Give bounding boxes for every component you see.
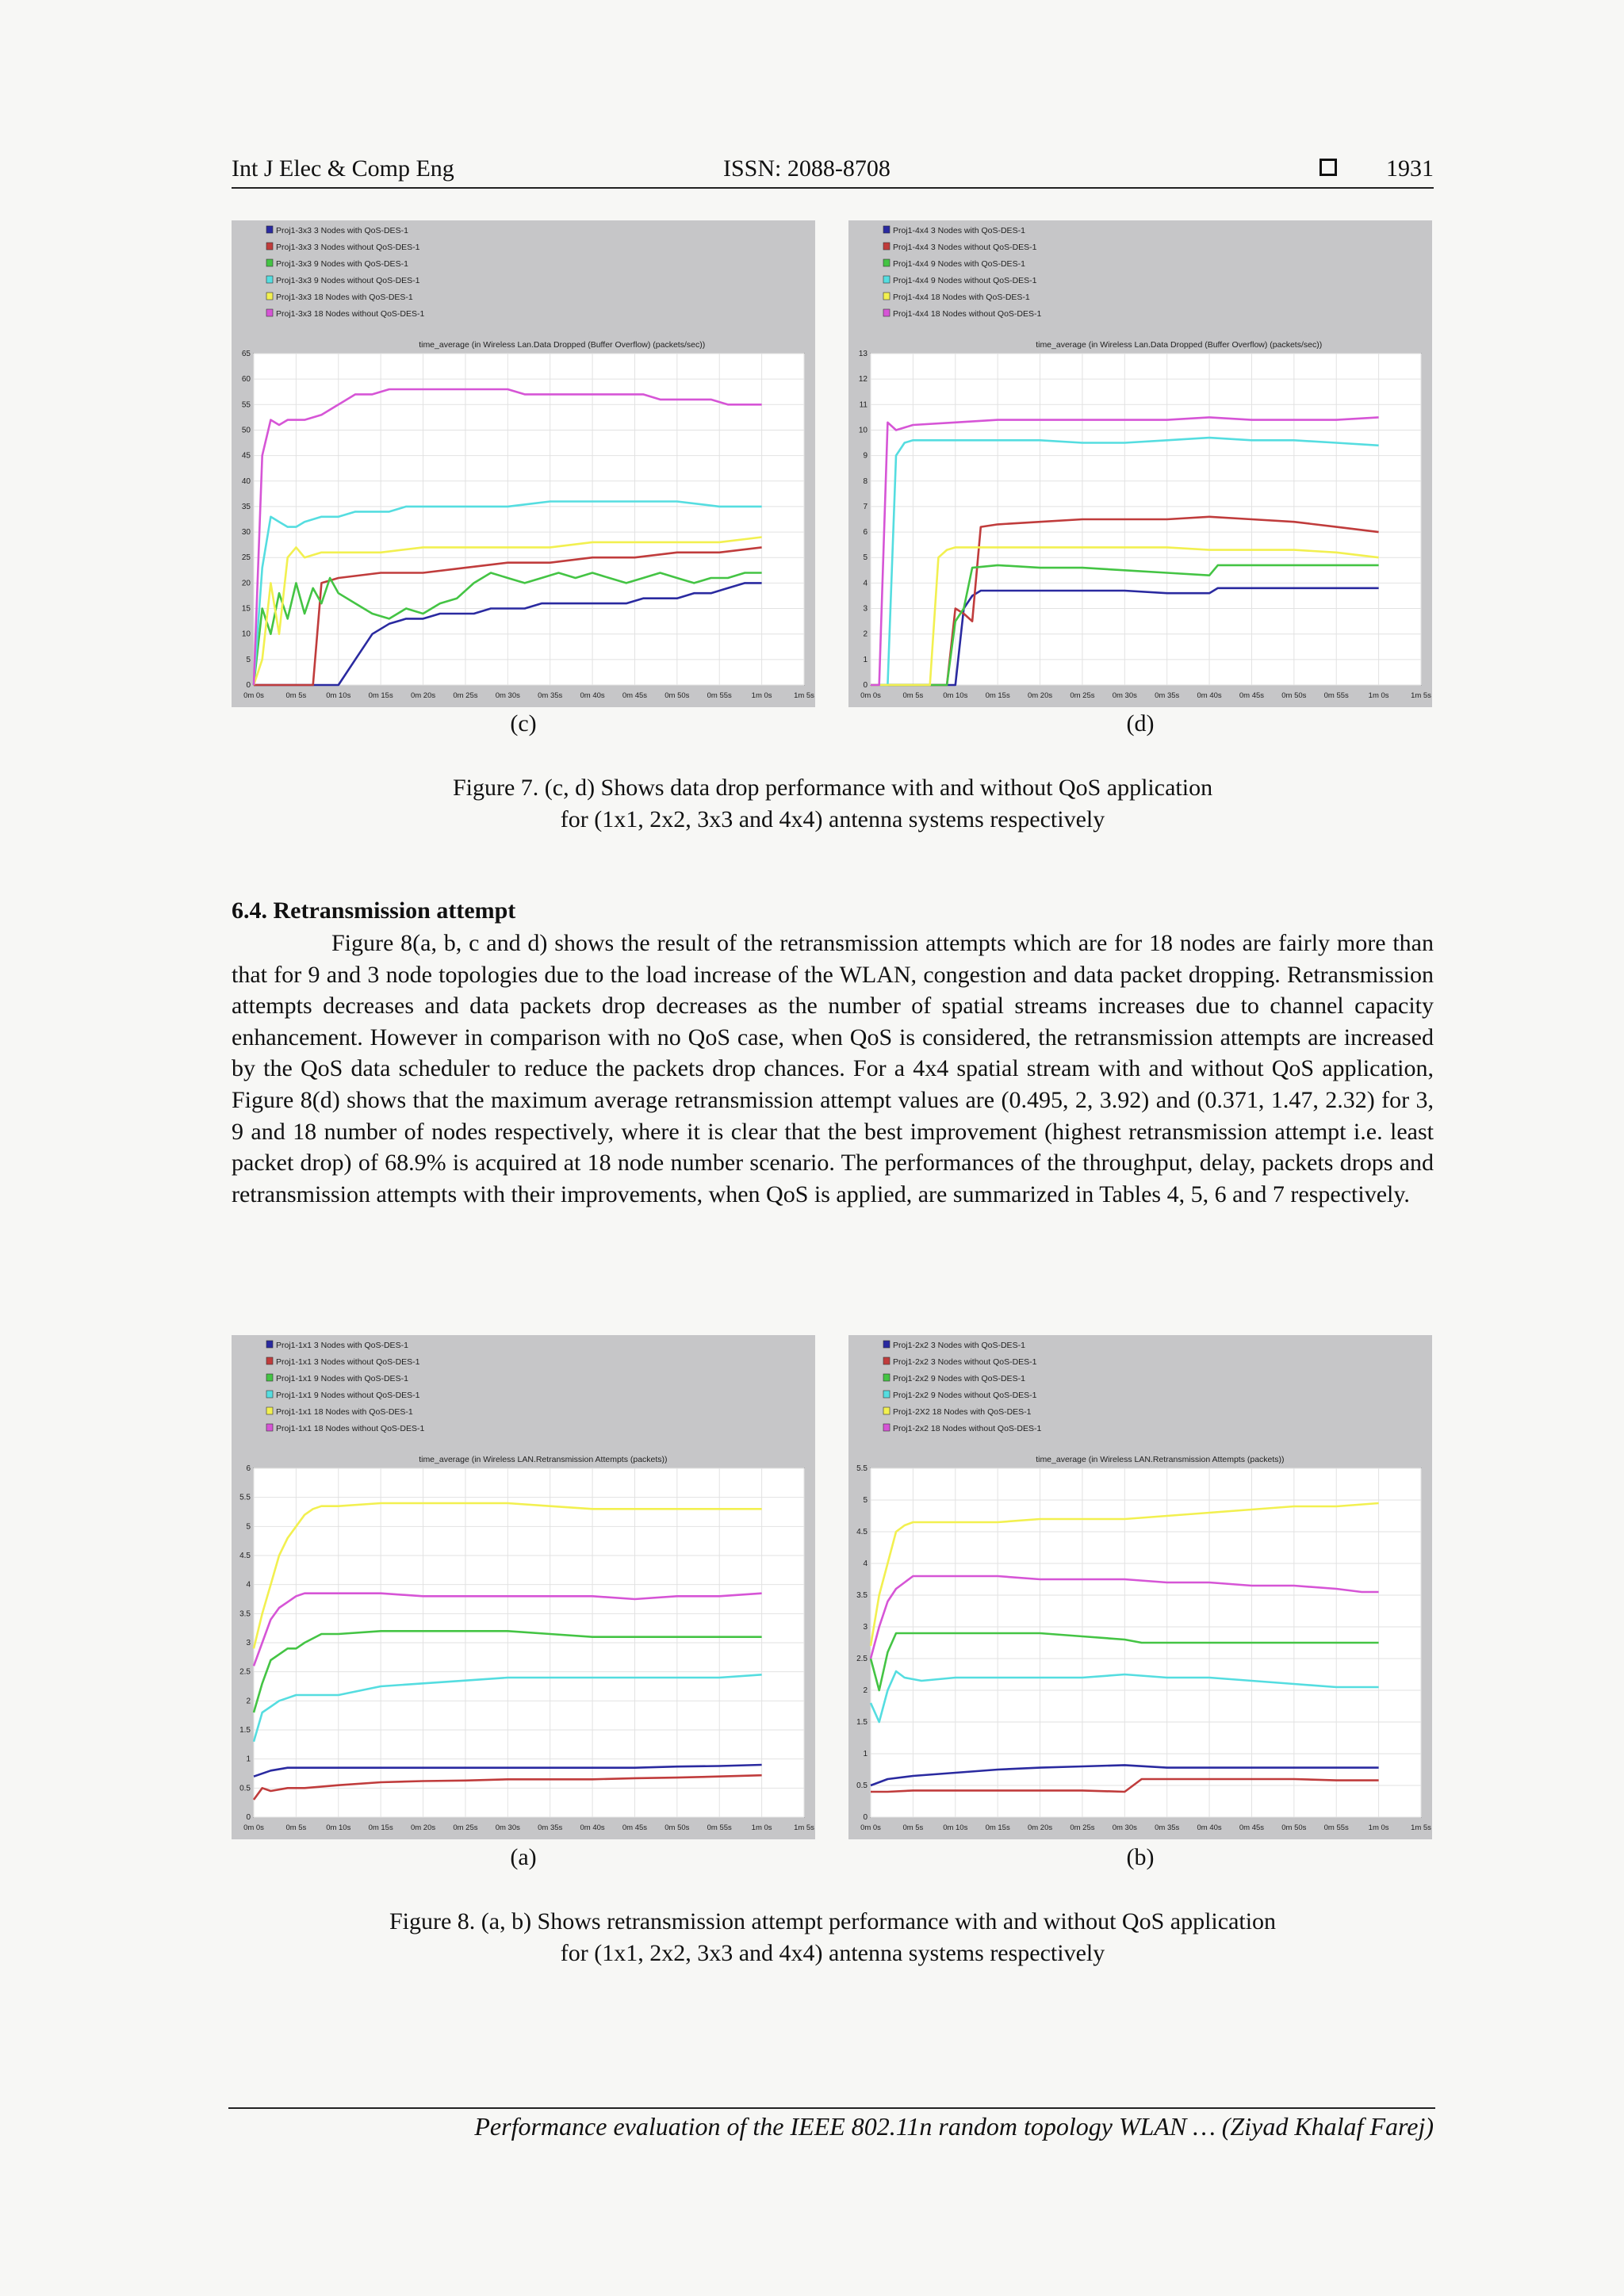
x-tick-label: 0m 25s (1070, 1823, 1095, 1832)
x-tick-label: 0m 5s (902, 1823, 924, 1832)
y-tick-label: 0 (863, 1813, 868, 1822)
y-tick-label: 55 (241, 400, 251, 410)
chart-c-svg (232, 220, 815, 707)
y-tick-label: 4 (863, 579, 868, 588)
journal-name: Int J Elec & Comp Eng (232, 155, 454, 182)
chart-d (848, 220, 1432, 707)
chart-title: time_average (in Wireless LAN.Retransmission Attempts (packets)) (1036, 1455, 1285, 1464)
x-tick-label: 0m 0s (243, 1823, 264, 1832)
x-tick-label: 1m 5s (794, 1823, 814, 1832)
y-tick-label: 40 (241, 476, 251, 486)
x-tick-label: 0m 20s (410, 1823, 436, 1832)
y-tick-label: 12 (858, 375, 868, 385)
y-tick-label: 30 (241, 528, 251, 538)
x-tick-label: 0m 30s (1112, 1823, 1137, 1832)
figure-8-caption (232, 1906, 1434, 1969)
x-tick-label: 0m 20s (1027, 691, 1053, 700)
legend-entry: Proj1-2x2 9 Nodes without QoS-DES-1 (893, 1391, 1037, 1400)
y-tick-label: 3 (863, 604, 868, 614)
legend-swatch (883, 226, 890, 233)
page-header (232, 152, 1434, 189)
x-tick-label: 0m 15s (368, 1823, 393, 1832)
legend-swatch (883, 1391, 890, 1398)
legend-entry: Proj1-4x4 3 Nodes without QoS-DES-1 (893, 243, 1037, 252)
y-tick-label: 6 (246, 1464, 251, 1473)
x-tick-label: 0m 25s (453, 691, 478, 700)
page-footer: Performance evaluation of the IEEE 802.11n random topology WLAN … (Ziyad Khalaf Farej) (474, 2112, 1434, 2141)
x-tick-label: 0m 10s (326, 1823, 351, 1832)
figure-7-caption-line1: Figure 7. (c, d) Shows data drop performance with and without QoS application (452, 775, 1213, 801)
x-tick-label: 0m 35s (1155, 691, 1180, 700)
issn: ISSN: 2088-8708 (723, 155, 891, 182)
y-tick-label: 1 (863, 655, 868, 664)
y-tick-label: 1 (246, 1755, 251, 1764)
x-tick-label: 0m 55s (707, 691, 732, 700)
legend-swatch (266, 259, 273, 266)
legend-swatch (266, 1424, 273, 1431)
y-tick-label: 35 (241, 502, 251, 511)
legend-swatch (266, 243, 273, 250)
footer-rule (228, 2107, 1435, 2109)
y-tick-label: 1 (863, 1750, 868, 1758)
x-tick-label: 0m 45s (622, 691, 648, 700)
page-number: 1931 (1386, 155, 1434, 182)
figure-8-caption-line1: Figure 8. (a, b) Shows retransmission attempt performance with and without QoS application (389, 1908, 1277, 1934)
y-tick-label: 5 (863, 1496, 868, 1505)
legend-entry: Proj1-2X2 18 Nodes with QoS-DES-1 (893, 1407, 1032, 1417)
legend-entry: Proj1-3x3 9 Nodes with QoS-DES-1 (276, 259, 408, 269)
y-tick-label: 20 (241, 579, 251, 588)
y-tick-label: 9 (863, 451, 868, 461)
x-tick-label: 0m 55s (1323, 691, 1349, 700)
x-tick-label: 1m 0s (1368, 691, 1389, 700)
x-tick-label: 0m 45s (1239, 691, 1265, 700)
x-tick-label: 1m 0s (751, 1823, 772, 1832)
legend-swatch (883, 1341, 890, 1348)
legend-entry: Proj1-1x1 3 Nodes with QoS-DES-1 (276, 1341, 408, 1350)
chart-a-svg (232, 1335, 815, 1839)
y-tick-label: 0 (863, 681, 868, 690)
y-tick-label: 5 (246, 655, 251, 664)
legend-entry: Proj1-3x3 3 Nodes with QoS-DES-1 (276, 226, 408, 235)
y-tick-label: 0 (246, 681, 251, 690)
square-icon (1320, 159, 1337, 176)
y-tick-label: 2 (246, 1697, 251, 1706)
figure-7-caption (232, 772, 1434, 836)
legend-swatch (266, 1407, 273, 1414)
x-tick-label: 0m 25s (1070, 691, 1095, 700)
y-tick-label: 11 (859, 400, 868, 410)
legend-entry: Proj1-3x3 18 Nodes without QoS-DES-1 (276, 309, 425, 319)
x-tick-label: 0m 35s (538, 1823, 563, 1832)
x-tick-label: 0m 40s (1197, 691, 1222, 700)
y-tick-label: 4.5 (856, 1528, 868, 1536)
chart-b-svg (848, 1335, 1432, 1839)
x-tick-label: 0m 10s (943, 691, 968, 700)
legend-entry: Proj1-3x3 18 Nodes with QoS-DES-1 (276, 293, 413, 302)
chart-a (232, 1335, 815, 1839)
legend-entry: Proj1-2x2 18 Nodes without QoS-DES-1 (893, 1424, 1042, 1433)
y-tick-label: 4.5 (239, 1552, 251, 1560)
chart-title: time_average (in Wireless Lan.Data Dropped (Buffer Overflow) (packets/sec)) (1036, 340, 1323, 350)
y-tick-label: 4 (246, 1580, 251, 1590)
legend-entry: Proj1-2x2 3 Nodes with QoS-DES-1 (893, 1341, 1025, 1350)
x-tick-label: 0m 50s (665, 691, 690, 700)
section-paragraph: Figure 8(a, b, c and d) shows the result of the retransmission attempts which are for 18 nodes are fairly more than that for 9 and 3 node topologies due to the load increase of the WLAN, congestion and data packet dropping. Retransmission attempts decreases and data packets drop decreases as the number of spatial streams increases due to channel capacity enhancement. However in comparison with no QoS case, when QoS is considered, the retransmission attempts are increased by the QoS data scheduler to reduce the packets drop chances. For a 4x4 spatial stream with and without QoS application, Figure 8(d) shows that the maximum average retransmission attempt values are (0.495, 2, 3.92) and (0.371, 1.47, 2.32) for 3, 9 and 18 number of nodes respectively, where it is clear that the best improvement (highest retransmission attempt i.e. least packet drop) of 68.9% is acquired at 18 node number scenario. The performances of the throughput, delay, packets drops and retransmission attempts with their improvements, when QoS is applied, are summarized in Tables 4, 5, 6 and 7 respectively. (232, 930, 1434, 1207)
y-tick-label: 3 (863, 1623, 868, 1632)
legend-swatch (883, 1374, 890, 1381)
y-tick-label: 0.5 (856, 1781, 868, 1790)
legend-entry: Proj1-1x1 3 Nodes without QoS-DES-1 (276, 1357, 420, 1367)
x-tick-label: 0m 30s (495, 691, 520, 700)
legend-swatch (266, 276, 273, 283)
x-tick-label: 0m 50s (1281, 1823, 1307, 1832)
x-tick-label: 0m 5s (285, 691, 307, 700)
figure-8-caption-line2: for (1x1, 2x2, 3x3 and 4x4) antenna systems respectively (560, 1940, 1105, 1966)
legend-swatch (266, 1374, 273, 1381)
x-tick-label: 0m 0s (860, 1823, 881, 1832)
y-tick-label: 0 (246, 1813, 251, 1822)
legend-swatch (883, 293, 890, 300)
x-tick-label: 0m 30s (1112, 691, 1137, 700)
legend-entry: Proj1-4x4 9 Nodes without QoS-DES-1 (893, 276, 1037, 285)
y-tick-label: 1.5 (856, 1718, 868, 1727)
y-tick-label: 0.5 (239, 1784, 251, 1793)
legend-entry: Proj1-1x1 9 Nodes with QoS-DES-1 (276, 1374, 408, 1383)
y-tick-label: 7 (863, 502, 868, 511)
y-tick-label: 45 (241, 451, 251, 461)
x-tick-label: 0m 55s (707, 1823, 732, 1832)
x-tick-label: 1m 5s (1411, 691, 1431, 700)
y-tick-label: 5.5 (856, 1464, 868, 1473)
y-tick-label: 15 (241, 604, 251, 614)
x-tick-label: 0m 50s (1281, 691, 1307, 700)
legend-entry: Proj1-4x4 18 Nodes without QoS-DES-1 (893, 309, 1042, 319)
y-tick-label: 13 (858, 350, 868, 358)
legend-swatch (266, 293, 273, 300)
y-tick-label: 2 (863, 629, 868, 639)
x-tick-label: 0m 35s (1155, 1823, 1180, 1832)
x-tick-label: 0m 20s (1027, 1823, 1053, 1832)
legend-entry: Proj1-4x4 18 Nodes with QoS-DES-1 (893, 293, 1030, 302)
y-tick-label: 4 (863, 1559, 868, 1568)
legend-swatch (266, 226, 273, 233)
sublabel-d: (d) (1126, 710, 1155, 737)
x-tick-label: 0m 15s (985, 1823, 1010, 1832)
x-tick-label: 1m 5s (1411, 1823, 1431, 1832)
x-tick-label: 0m 0s (860, 691, 881, 700)
x-tick-label: 0m 50s (665, 1823, 690, 1832)
x-tick-label: 0m 55s (1323, 1823, 1349, 1832)
legend-entry: Proj1-1x1 9 Nodes without QoS-DES-1 (276, 1391, 420, 1400)
y-tick-label: 10 (858, 426, 868, 435)
legend-entry: Proj1-2x2 3 Nodes without QoS-DES-1 (893, 1357, 1037, 1367)
y-tick-label: 5.5 (239, 1493, 251, 1502)
x-tick-label: 0m 45s (622, 1823, 648, 1832)
legend-swatch (883, 1424, 890, 1431)
sublabel-b: (b) (1126, 1844, 1155, 1870)
legend-swatch (266, 1391, 273, 1398)
y-tick-label: 65 (241, 350, 251, 358)
y-tick-label: 60 (241, 375, 251, 385)
legend-swatch (883, 1407, 890, 1414)
chart-title: time_average (in Wireless Lan.Data Dropped (Buffer Overflow) (packets/sec)) (419, 340, 706, 350)
x-tick-label: 0m 45s (1239, 1823, 1265, 1832)
legend-entry: Proj1-4x4 9 Nodes with QoS-DES-1 (893, 259, 1025, 269)
x-tick-label: 0m 40s (580, 691, 605, 700)
legend-swatch (266, 1357, 273, 1364)
sublabel-c: (c) (510, 710, 537, 737)
y-tick-label: 1.5 (239, 1726, 251, 1735)
y-tick-label: 2.5 (856, 1655, 868, 1663)
chart-d-svg (848, 220, 1432, 707)
x-tick-label: 0m 25s (453, 1823, 478, 1832)
legend-entry: Proj1-1x1 18 Nodes without QoS-DES-1 (276, 1424, 425, 1433)
figure-7-caption-line2: for (1x1, 2x2, 3x3 and 4x4) antenna systems respectively (560, 806, 1105, 832)
chart-b (848, 1335, 1432, 1839)
section-title: 6.4. Retransmission attempt (232, 897, 516, 924)
sublabel-a: (a) (510, 1844, 537, 1870)
x-tick-label: 0m 15s (368, 691, 393, 700)
x-tick-label: 0m 5s (285, 1823, 307, 1832)
legend-swatch (883, 259, 890, 266)
legend-swatch (883, 243, 890, 250)
x-tick-label: 1m 0s (751, 691, 772, 700)
legend-swatch (883, 309, 890, 316)
legend-entry: Proj1-3x3 9 Nodes without QoS-DES-1 (276, 276, 420, 285)
y-tick-label: 5 (863, 553, 868, 563)
legend-swatch (266, 309, 273, 316)
x-tick-label: 0m 10s (326, 691, 351, 700)
x-tick-label: 0m 20s (410, 691, 436, 700)
x-tick-label: 0m 30s (495, 1823, 520, 1832)
legend-entry: Proj1-3x3 3 Nodes without QoS-DES-1 (276, 243, 420, 252)
x-tick-label: 1m 0s (1368, 1823, 1389, 1832)
x-tick-label: 0m 40s (580, 1823, 605, 1832)
chart-title: time_average (in Wireless LAN.Retransmission Attempts (packets)) (419, 1455, 668, 1464)
y-tick-label: 2 (863, 1686, 868, 1695)
y-tick-label: 5 (246, 1522, 251, 1532)
x-tick-label: 0m 10s (943, 1823, 968, 1832)
y-tick-label: 25 (241, 553, 251, 563)
y-tick-label: 8 (863, 476, 868, 486)
x-tick-label: 0m 40s (1197, 1823, 1222, 1832)
legend-swatch (883, 276, 890, 283)
x-tick-label: 0m 5s (902, 691, 924, 700)
chart-c (232, 220, 815, 707)
y-tick-label: 10 (241, 629, 251, 639)
legend-entry: Proj1-2x2 9 Nodes with QoS-DES-1 (893, 1374, 1025, 1383)
legend-swatch (266, 1341, 273, 1348)
y-tick-label: 2.5 (239, 1667, 251, 1677)
y-tick-label: 3 (246, 1639, 251, 1647)
y-tick-label: 3.5 (856, 1591, 868, 1600)
x-tick-label: 0m 35s (538, 691, 563, 700)
y-tick-label: 3.5 (239, 1609, 251, 1619)
legend-swatch (883, 1357, 890, 1364)
legend-entry: Proj1-4x4 3 Nodes with QoS-DES-1 (893, 226, 1025, 235)
y-tick-label: 50 (241, 426, 251, 435)
x-tick-label: 0m 15s (985, 691, 1010, 700)
y-tick-label: 6 (863, 528, 868, 538)
x-tick-label: 0m 0s (243, 691, 264, 700)
legend-entry: Proj1-1x1 18 Nodes with QoS-DES-1 (276, 1407, 413, 1417)
x-tick-label: 1m 5s (794, 691, 814, 700)
